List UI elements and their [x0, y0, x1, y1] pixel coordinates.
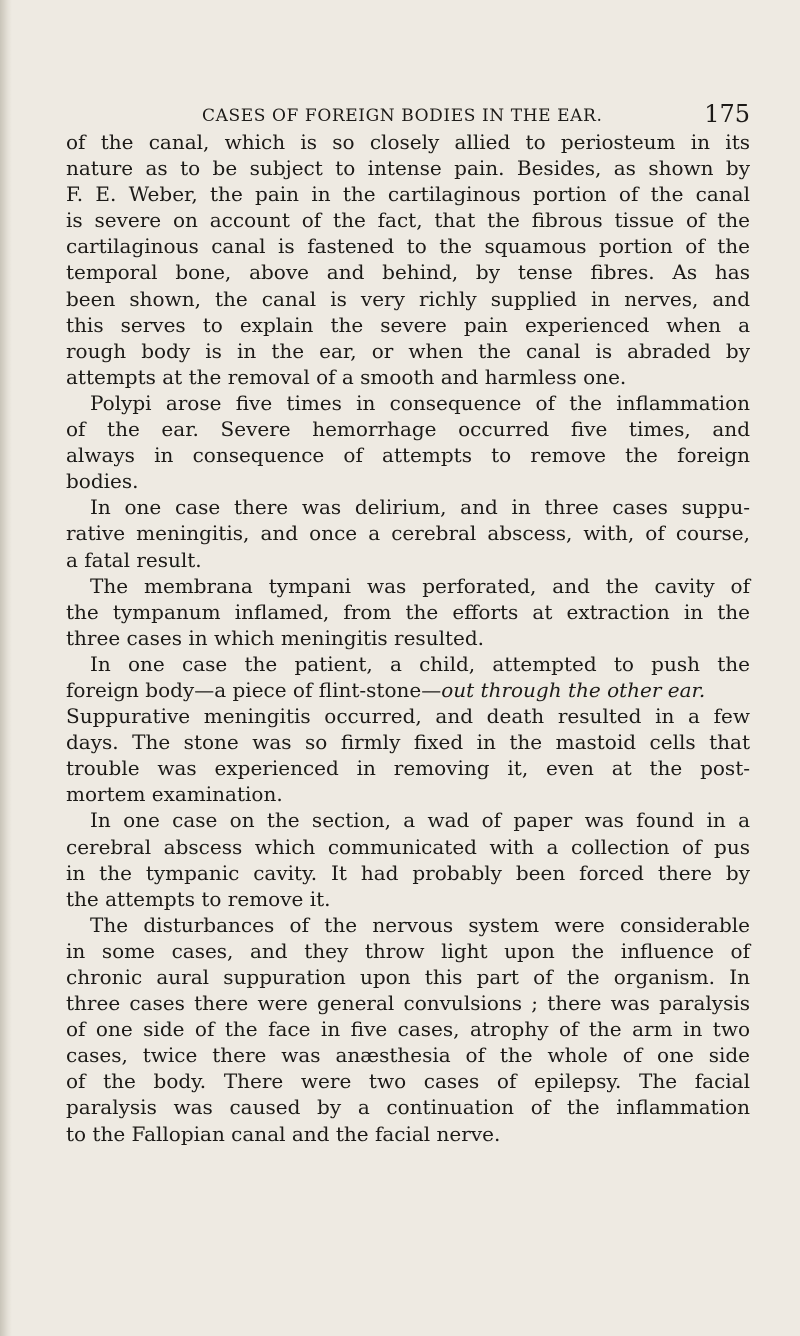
text-line: mortem examination. — [66, 782, 283, 807]
text-line: is severe on account of the fact, that the fibrous tissue of the — [66, 208, 750, 233]
text-line: cartilaginous canal is fastened to the squamous portion of the — [66, 234, 750, 259]
text-line: the attempts to remove it. — [66, 886, 331, 911]
text-line: of the canal, which is so closely allied to periosteum in its — [66, 130, 750, 154]
page-shadow-edge — [0, 0, 12, 1336]
text-line: this serves to explain the severe pain experienced when a — [66, 312, 750, 337]
text-line: been shown, the canal is very richly supplied in nerves, and — [66, 286, 750, 311]
text-line: always in consequence of attempts to remove the foreign — [66, 443, 750, 468]
text-line: rough body is in the ear, or when the canal is abraded by — [66, 338, 750, 363]
text-line: F. E. Weber, the pain in the cartilaginous portion of the canal — [66, 182, 750, 207]
text-line: in the tympanic cavity. It had probably been forced there by — [66, 860, 750, 885]
text-line: of the body. There were two cases of epilepsy. The facial — [66, 1069, 750, 1094]
text-line: a fatal result. — [66, 547, 202, 572]
page-number: 175 — [704, 100, 750, 128]
text-line: The membrana tympani was perforated, and the cavity of — [90, 573, 750, 598]
text-line: paralysis was caused by a continuation of the inflammation — [66, 1095, 750, 1120]
text-line: bodies. — [66, 469, 139, 494]
text-line: Polypi arose five times in consequence of the inflammation — [90, 390, 750, 415]
text-line-with-italic — [66, 677, 750, 703]
text-line: days. The stone was so firmly fixed in the mastoid cells that — [66, 730, 750, 755]
text-line: to the Fallopian canal and the facial nerve. — [66, 1121, 501, 1146]
running-title: CASES OF FOREIGN BODIES IN THE EAR. — [202, 106, 603, 126]
text-line: trouble was experienced in removing it, even at the post- — [66, 756, 750, 781]
body-text — [66, 129, 750, 1147]
text-line: in some cases, and they throw light upon the influence of — [66, 938, 750, 963]
text-line: the tympanum inflamed, from the efforts at extraction in the — [66, 599, 750, 624]
italic-phrase: out through the other ear. — [441, 677, 706, 702]
text-line: attempts at the removal of a smooth and harmless one. — [66, 364, 627, 389]
text-line: Suppurative meningitis occurred, and death resulted in a few — [66, 704, 750, 729]
text-segment: foreign body—a piece of flint-stone— — [66, 677, 442, 702]
text-line: cases, twice there was anæsthesia of the whole of one side — [66, 1043, 750, 1068]
text-line: nature as to be subject to intense pain. Besides, as shown by — [66, 156, 750, 181]
text-line: In one case on the section, a wad of paper was found in a — [90, 808, 750, 833]
text-line: chronic aural suppuration upon this part of the organism. In — [66, 965, 750, 989]
text-line: temporal bone, above and behind, by tense fibres. As has — [66, 260, 750, 285]
text-line: cerebral abscess which communicated with a collection of pus — [66, 834, 750, 859]
text-line: three cases there were general convulsions ; there was paralysis — [66, 991, 750, 1016]
text-line: of one side of the face in five cases, atrophy of the arm in two — [66, 1017, 750, 1042]
text-line: three cases in which meningitis resulted. — [66, 625, 485, 650]
text-line: rative meningitis, and once a cerebral abscess, with, of course, — [66, 521, 750, 546]
text-line: The disturbances of the nervous system were considerable — [90, 912, 750, 937]
text-line: In one case there was delirium, and in three cases suppu- — [90, 495, 750, 520]
text-line: In one case the patient, a child, attempted to push the — [90, 651, 750, 676]
text-line: of the ear. Severe hemorrhage occurred five times, and — [66, 417, 750, 442]
